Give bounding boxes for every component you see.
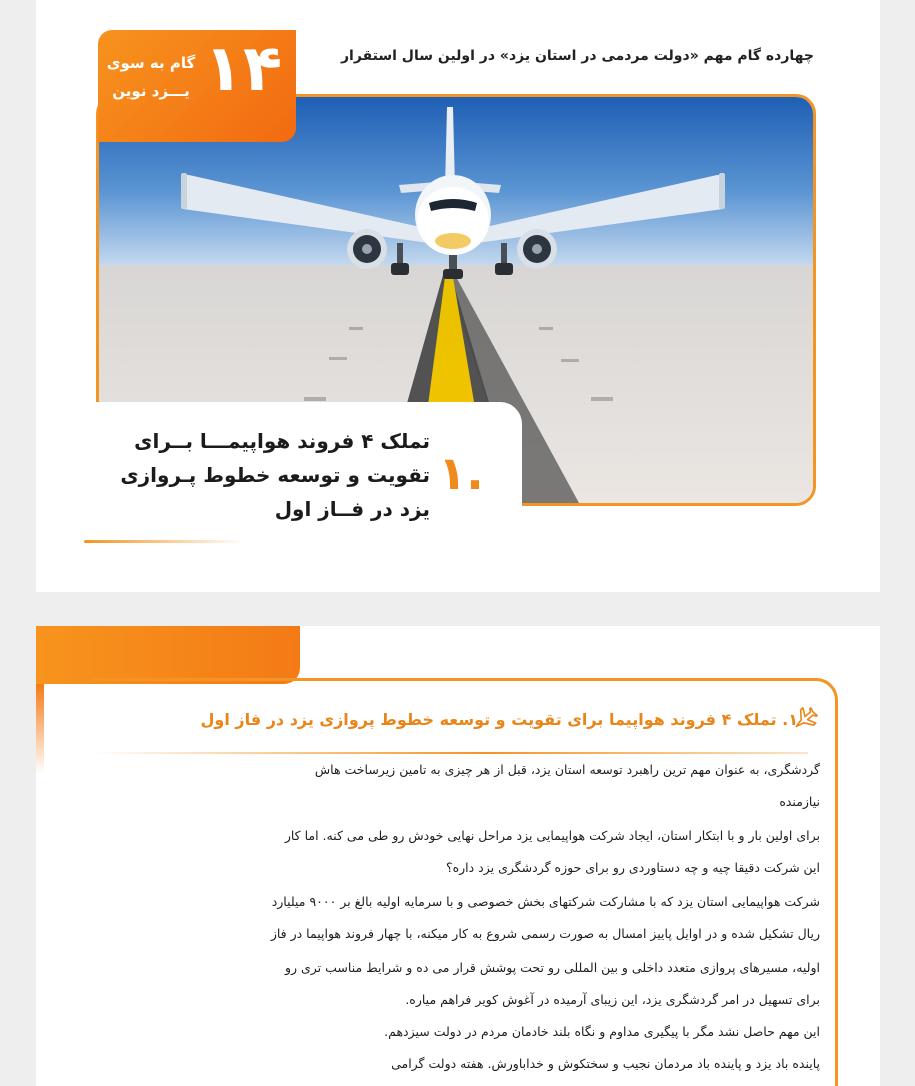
poster-subtitle: چهارده گام مهم «دولت مردمی در استان یزد» در اولین سال استقرار <box>341 48 814 64</box>
orange-tab <box>36 626 300 684</box>
headline-title <box>120 424 430 526</box>
section-title-underline <box>88 752 808 754</box>
body-line: نیازمنده <box>779 794 820 809</box>
headline-line: یزد در فــاز اول <box>274 497 430 521</box>
body-line: برای تسهیل در امر گردشگری یزد، این زیبای آرمیده در آغوش کویر فراهم میاره. <box>405 992 820 1007</box>
body-line: اولیه، مسیرهای پروازی متعدد داخلی و بین المللی رو تحت پوشش قرار می ده و شرایط مناسب تری رو <box>284 960 820 975</box>
body-line: این مهم حاصل نشد مگر با پیگیری مداوم و نگاه بلند خادمان مردم در دولت سیزدهم. <box>384 1024 820 1039</box>
headline-line: تقویت و توسعه خطوط پـروازی <box>120 463 430 487</box>
headline-number: ۱. <box>438 446 484 500</box>
badge-line-2: یـــزد نوین <box>112 82 190 100</box>
left-accent-bar <box>36 684 44 774</box>
badge-line-1: گام به سوی <box>106 54 196 72</box>
headline-underline <box>84 540 244 543</box>
body-line: این شرکت دقیقا چیه و چه دستاوردی رو برای حوزه گردشگری یزد داره؟ <box>445 860 820 875</box>
badge-number: ۱۴ <box>203 32 282 106</box>
steps-badge <box>98 30 296 142</box>
headline-line: تملک ۴ فروند هواپیمـــا بــرای <box>134 429 430 453</box>
article-card <box>36 626 880 1086</box>
body-line: پاینده باد یزد و پاینده باد مردمان نجیب و سختکوش و خداباورش. هفته دولت گرامی <box>391 1056 820 1071</box>
body-line: برای اولین بار و با ابتکار استان، ایجاد شرکت هواپیمایی یزد مراحل نهایی خودش رو طی می کنه. اما کار <box>284 828 820 843</box>
section-title: ۱. تملک ۴ فروند هواپیما برای تقویت و توسعه خطوط پروازی یزد در فاز اول <box>200 710 798 729</box>
body-line: ریال تشکیل شده و در اوایل پاییز امسال به صورت رسمی شروع به کار میکنه، با چهار فروند هواپیما در فاز <box>270 926 820 941</box>
body-line: گردشگری، به عنوان مهم ترین راهبرد توسعه استان یزد، قبل از هر چیزی به تامین زیرساخت هاش <box>314 762 820 777</box>
body-line: شرکت هواپیمایی استان یزد که با مشارکت شرکتهای بخش خصوصی و با سرمایه اولیه بالغ بر ۹۰۰۰ میلیارد <box>271 894 820 909</box>
